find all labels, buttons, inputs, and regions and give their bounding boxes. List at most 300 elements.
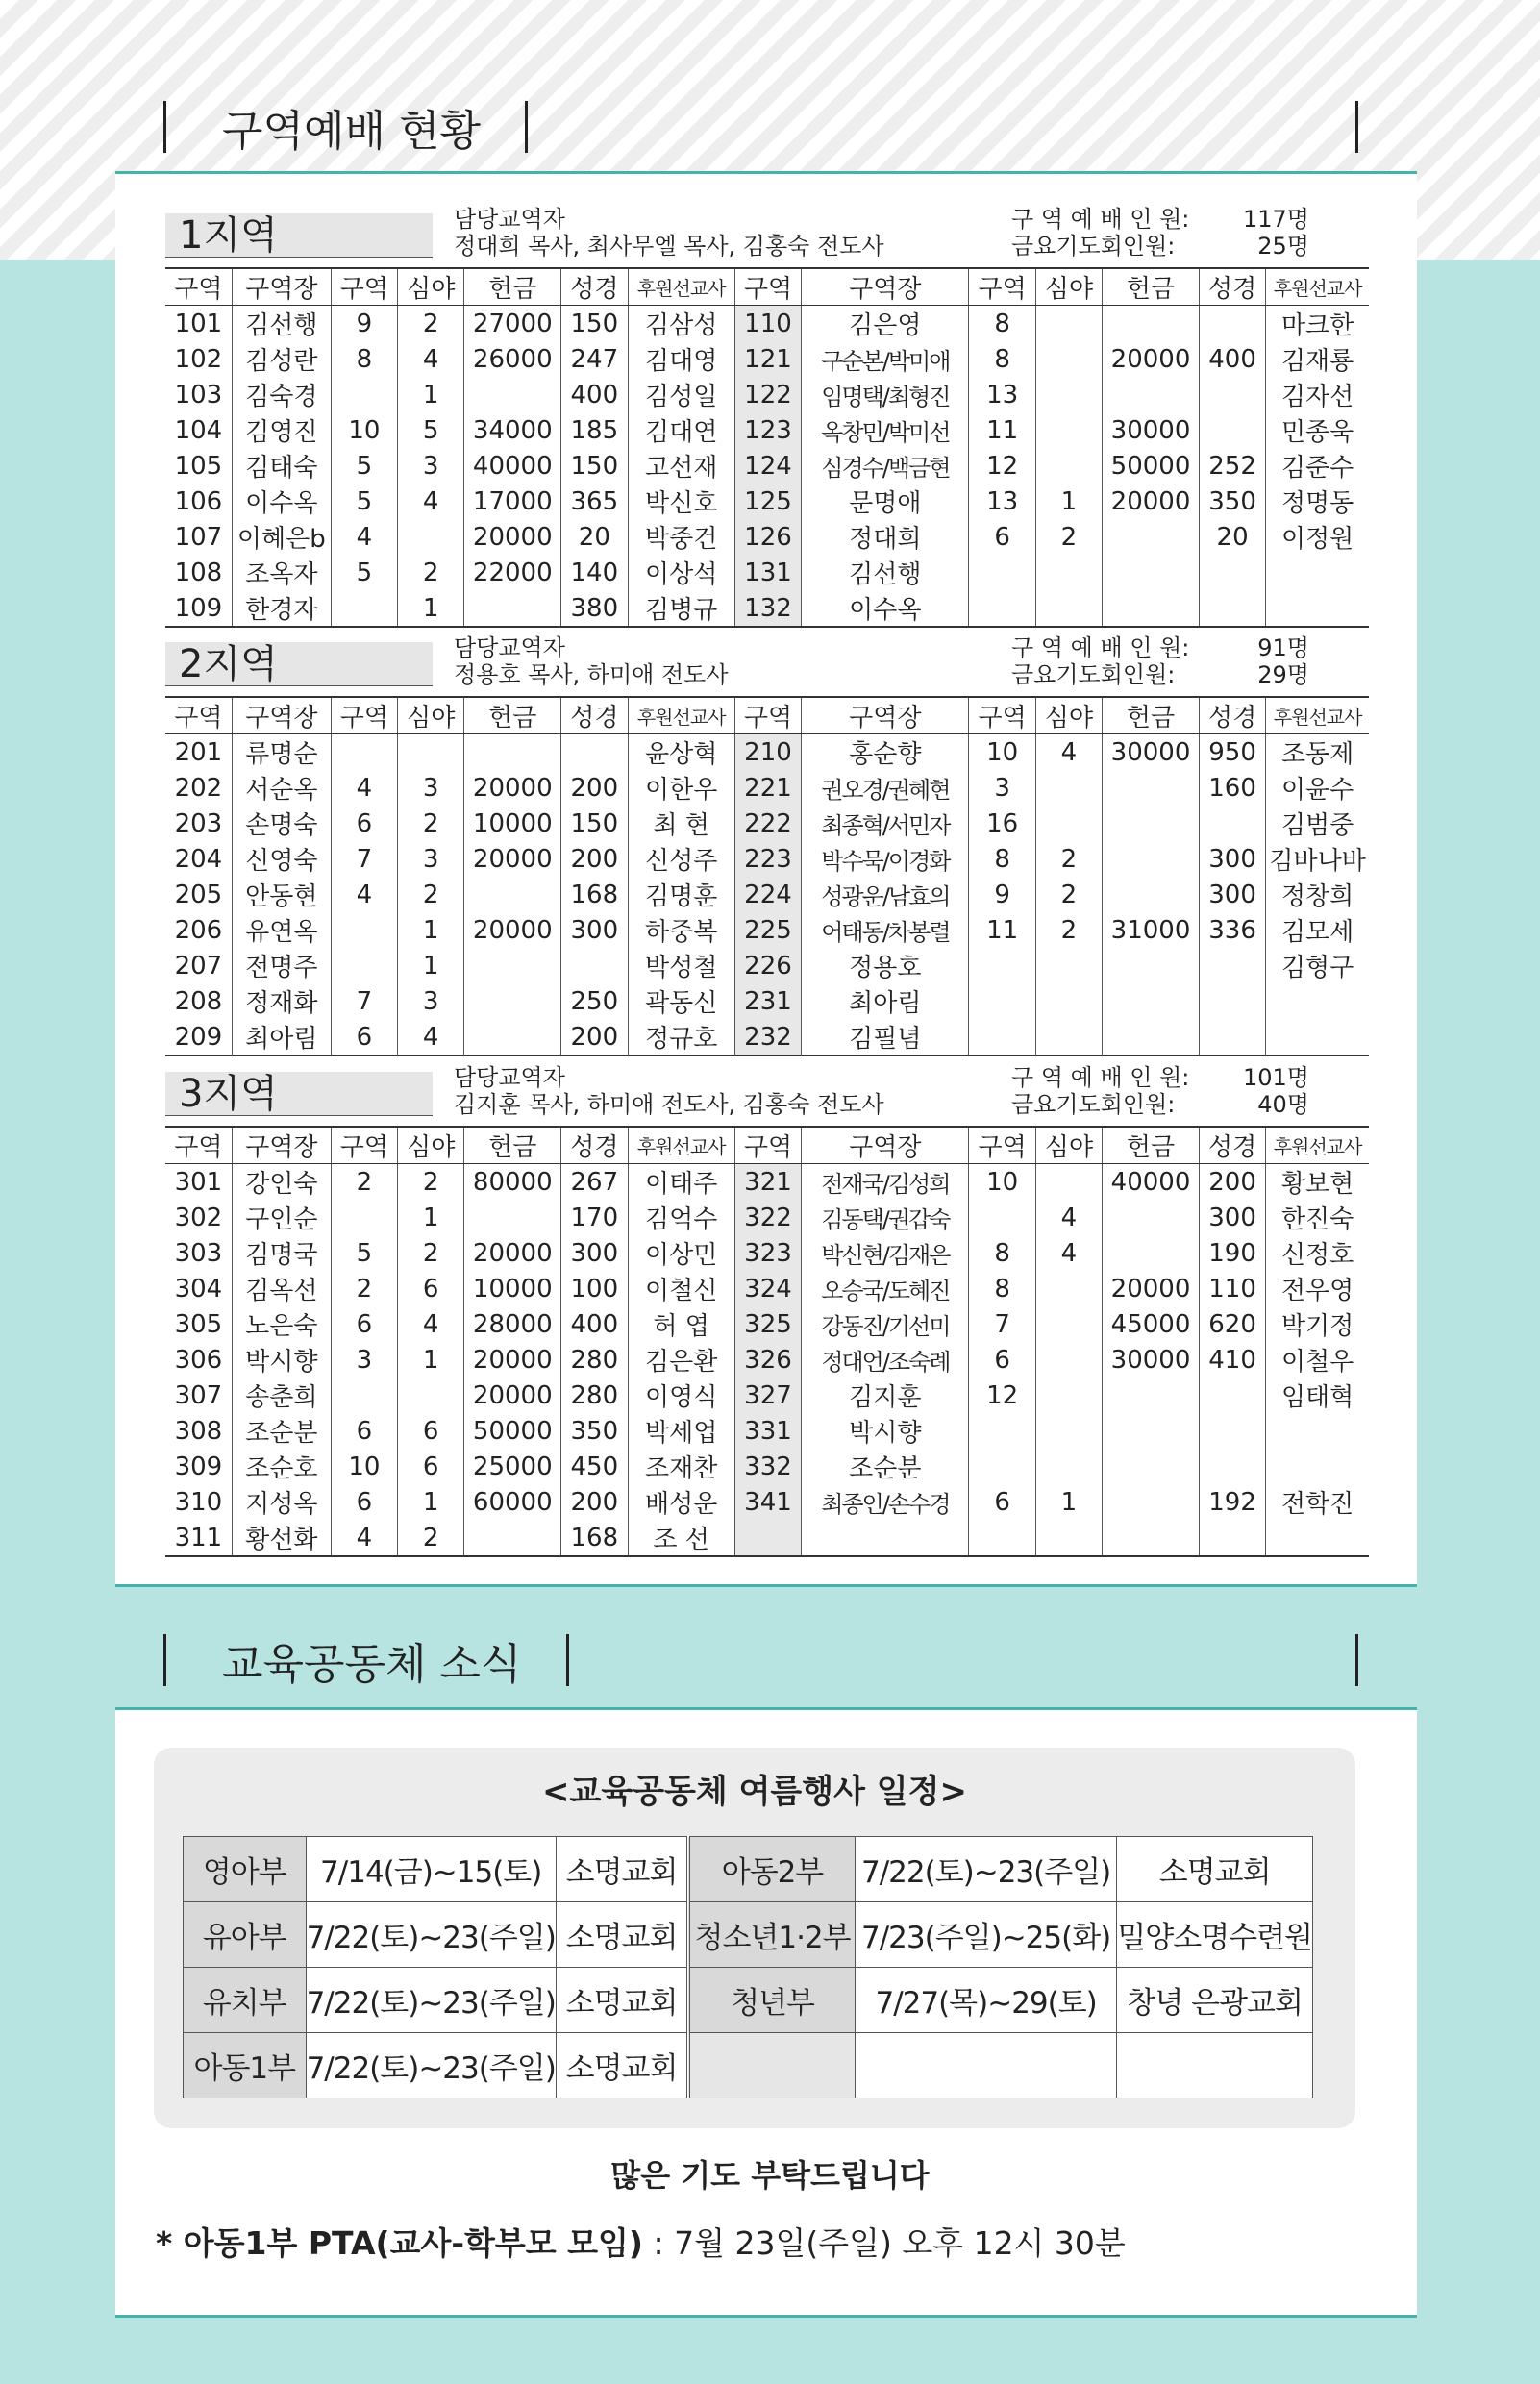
event-date: 7/22(토)~23(주일)	[306, 1968, 556, 2033]
table-cell: 8	[969, 1271, 1035, 1306]
table-cell: 168	[561, 1520, 628, 1556]
table-row	[165, 412, 1369, 448]
table-cell: 125	[734, 484, 801, 519]
table-cell	[1035, 377, 1102, 412]
table-cell: 3	[398, 983, 464, 1019]
table-cell: 210	[734, 734, 801, 771]
table-cell: 민종욱	[1266, 412, 1369, 448]
table-cell: 1	[398, 377, 464, 412]
table-cell: 김숙경	[232, 377, 331, 412]
column-header: 심야	[398, 1127, 464, 1164]
table-cell: 3	[398, 770, 464, 806]
table-cell: 4	[398, 484, 464, 519]
region-pastors: 담당교역자 김지훈 목사, 하미애 전도사, 김홍숙 전도사	[454, 1064, 884, 1118]
table-cell: 410	[1199, 1342, 1265, 1378]
table-cell	[1199, 1520, 1265, 1556]
table-header-row	[165, 1127, 1369, 1164]
event-venue: 소명교회	[1117, 1837, 1313, 1902]
section-title: 교육공동체 소식	[222, 1640, 522, 1689]
table-cell	[1266, 983, 1369, 1019]
table-cell	[1199, 555, 1265, 590]
column-header: 구역	[165, 1127, 232, 1164]
region-attendance: 구 역 예 배 인 원: 101명 금요기도회인원: 40명	[1011, 1064, 1309, 1118]
table-cell: 최 현	[628, 806, 734, 841]
table-cell: 한경자	[232, 590, 331, 627]
table-cell: 6	[331, 1306, 397, 1342]
table-cell: 4	[398, 1306, 464, 1342]
table-cell: 2	[398, 306, 464, 342]
table-cell	[1035, 770, 1102, 806]
table-cell: 이상석	[628, 555, 734, 590]
table-cell: 3	[331, 1342, 397, 1378]
table-row	[165, 1449, 1369, 1484]
table-row	[165, 983, 1369, 1019]
table-cell: 12	[969, 1378, 1035, 1413]
table-cell: 11	[969, 412, 1035, 448]
table-cell	[1199, 983, 1265, 1019]
table-cell: 332	[734, 1449, 801, 1484]
table-cell: 160	[1199, 770, 1265, 806]
table-cell: 김병규	[628, 590, 734, 627]
table-cell: 322	[734, 1200, 801, 1235]
table-cell: 10	[969, 734, 1035, 771]
table-cell: 1	[398, 590, 464, 627]
table-cell: 정재화	[232, 983, 331, 1019]
table-cell	[1199, 590, 1265, 627]
table-cell: 170	[561, 1200, 628, 1235]
table-cell: 1	[1035, 484, 1102, 519]
table-cell: 20000	[464, 1342, 561, 1378]
table-cell: 2	[398, 1520, 464, 1556]
table-cell: 22000	[464, 555, 561, 590]
table-cell	[969, 1413, 1035, 1449]
table-cell: 이철신	[628, 1271, 734, 1306]
table-cell: 50000	[464, 1413, 561, 1449]
table-cell: 김옥선	[232, 1271, 331, 1306]
table-cell	[1266, 590, 1369, 627]
department-label: 유치부	[184, 1968, 307, 2033]
table-cell: 310	[174, 1487, 223, 1517]
table-cell: 326	[734, 1342, 801, 1378]
table-row	[165, 341, 1369, 377]
table-cell: 2	[1035, 912, 1102, 948]
table-cell: 20000	[1103, 484, 1200, 519]
schedule-table	[183, 1836, 1313, 2098]
table-cell: 한진숙	[1266, 1200, 1369, 1235]
column-header: 헌금	[1103, 697, 1200, 734]
table-cell: 221	[734, 770, 801, 806]
table-cell: 이수옥	[802, 590, 969, 627]
table-cell: 305	[174, 1309, 223, 1339]
table-cell: 101	[174, 309, 223, 338]
column-header: 구역	[734, 697, 801, 734]
column-header: 구역	[969, 1127, 1035, 1164]
table-cell	[1035, 1449, 1102, 1484]
table-cell	[331, 948, 397, 983]
table-cell: 206	[174, 915, 223, 945]
table-cell: 최종혁/서민자	[802, 806, 969, 841]
column-header: 성경	[561, 1127, 628, 1164]
table-cell: 김명국	[232, 1235, 331, 1271]
table-cell: 20000	[464, 1378, 561, 1413]
table-cell	[1266, 1019, 1369, 1055]
table-cell: 전우영	[1266, 1271, 1369, 1306]
table-cell: 박신호	[628, 484, 734, 519]
table-cell: 신정호	[1266, 1235, 1369, 1271]
column-header: 구역	[734, 268, 801, 306]
table-row	[165, 1235, 1369, 1271]
table-cell: 정창희	[1266, 877, 1369, 912]
column-header: 헌금	[1103, 1127, 1200, 1164]
table-cell: 정대희	[802, 519, 969, 555]
table-cell	[464, 590, 561, 627]
event-date: 7/22(토)~23(주일)	[306, 1902, 556, 1968]
table-row	[165, 912, 1369, 948]
table-cell: 306	[174, 1345, 223, 1375]
table-cell: 6	[331, 1019, 397, 1055]
table-cell	[1103, 1019, 1200, 1055]
table-cell: 311	[174, 1523, 223, 1552]
table-cell: 박시향	[232, 1342, 331, 1378]
column-header: 구역	[331, 1127, 397, 1164]
table-cell: 222	[734, 806, 801, 841]
table-cell: 문명애	[802, 484, 969, 519]
table-row	[165, 1484, 1369, 1520]
table-cell: 지성옥	[232, 1484, 331, 1520]
table-cell	[1199, 1378, 1265, 1413]
column-header: 구역장	[802, 268, 969, 306]
table-cell: 김영진	[232, 412, 331, 448]
table-cell: 350	[561, 1413, 628, 1449]
table-cell: 327	[734, 1378, 801, 1413]
region-attendance: 구 역 예 배 인 원: 117명 금요기도회인원: 25명	[1011, 206, 1309, 260]
table-cell	[1103, 590, 1200, 627]
table-cell	[1199, 1019, 1265, 1055]
table-cell: 126	[734, 519, 801, 555]
table-cell: 5	[331, 484, 397, 519]
table-cell	[969, 983, 1035, 1019]
table-cell: 강동진/기선미	[802, 1306, 969, 1342]
table-cell: 김대연	[628, 412, 734, 448]
column-header: 구역장	[802, 1127, 969, 1164]
table-cell: 구순본/박미애	[802, 341, 969, 377]
table-cell	[464, 983, 561, 1019]
table-cell: 마크한	[1266, 306, 1369, 342]
table-cell	[1103, 806, 1200, 841]
table-cell: 307	[174, 1380, 223, 1410]
table-cell: 20000	[464, 841, 561, 877]
table-row	[165, 948, 1369, 983]
table-row	[165, 1200, 1369, 1235]
table-cell: 380	[561, 590, 628, 627]
table-cell: 50000	[1103, 448, 1200, 484]
table-cell: 10000	[464, 806, 561, 841]
table-cell: 전재국/김성희	[802, 1164, 969, 1201]
region-table	[165, 696, 1369, 1056]
column-header: 구역	[331, 697, 397, 734]
table-cell: 20000	[464, 1235, 561, 1271]
table-cell	[1035, 590, 1102, 627]
table-cell	[1199, 306, 1265, 342]
table-cell: 박시향	[802, 1413, 969, 1449]
table-cell	[331, 1200, 397, 1235]
zone-worship-panel	[115, 171, 1417, 1587]
table-cell: 321	[734, 1164, 801, 1201]
table-cell: 252	[1199, 448, 1265, 484]
column-header: 심야	[1035, 268, 1102, 306]
table-cell: 400	[1199, 341, 1265, 377]
table-cell: 190	[1199, 1235, 1265, 1271]
table-cell: 950	[1199, 734, 1265, 771]
table-cell: 권오경/권혜현	[802, 770, 969, 806]
table-cell: 6	[398, 1413, 464, 1449]
table-cell: 이철우	[1266, 1342, 1369, 1378]
table-cell	[1035, 412, 1102, 448]
table-row	[165, 484, 1369, 519]
column-header: 심야	[1035, 1127, 1102, 1164]
table-cell: 102	[174, 344, 223, 374]
table-cell	[464, 877, 561, 912]
table-cell	[1035, 1306, 1102, 1342]
table-cell: 226	[734, 948, 801, 983]
table-cell: 150	[561, 806, 628, 841]
event-venue: 소명교회	[556, 1968, 688, 2033]
table-cell: 이한우	[628, 770, 734, 806]
table-cell	[1035, 948, 1102, 983]
table-cell: 김필념	[802, 1019, 969, 1055]
table-cell	[1035, 1019, 1102, 1055]
table-cell: 4	[1035, 1200, 1102, 1235]
table-cell	[1035, 1342, 1102, 1378]
table-cell: 225	[734, 912, 801, 948]
column-header: 성경	[1199, 697, 1265, 734]
column-header: 후원선교사	[1266, 268, 1369, 306]
table-cell: 김지훈	[802, 1378, 969, 1413]
table-cell: 성광운/남효의	[802, 877, 969, 912]
table-cell	[1035, 1164, 1102, 1201]
column-header: 후원선교사	[628, 697, 734, 734]
table-cell: 168	[561, 877, 628, 912]
event-venue: 소명교회	[556, 1837, 688, 1902]
table-cell	[969, 1449, 1035, 1484]
table-cell: 신성주	[628, 841, 734, 877]
table-cell: 400	[561, 377, 628, 412]
table-cell: 정대언/조숙례	[802, 1342, 969, 1378]
table-cell: 6	[331, 806, 397, 841]
event-venue: 밀양소명수련원	[1117, 1902, 1313, 1968]
table-cell: 2	[1035, 841, 1102, 877]
department-label: 유아부	[184, 1902, 307, 1968]
table-row	[165, 734, 1369, 771]
table-cell	[464, 948, 561, 983]
table-cell: 106	[174, 486, 223, 516]
table-cell: 123	[734, 412, 801, 448]
table-cell: 2	[1035, 519, 1102, 555]
table-cell	[1199, 948, 1265, 983]
column-header: 헌금	[464, 697, 561, 734]
table-cell: 4	[331, 1520, 397, 1556]
column-header: 구역	[969, 268, 1035, 306]
table-cell: 이태주	[628, 1164, 734, 1201]
table-cell: 100	[561, 1271, 628, 1306]
column-header: 성경	[1199, 268, 1265, 306]
table-cell: 109	[174, 593, 223, 623]
table-cell: 신영숙	[232, 841, 331, 877]
table-cell: 전명주	[232, 948, 331, 983]
table-cell: 박중건	[628, 519, 734, 555]
table-cell: 7	[331, 983, 397, 1019]
table-cell	[1035, 806, 1102, 841]
table-cell: 1	[398, 912, 464, 948]
table-cell: 302	[174, 1203, 223, 1232]
table-cell	[1199, 1413, 1265, 1449]
table-cell: 옥창민/박미선	[802, 412, 969, 448]
section-title: 구역예배 현황	[222, 107, 482, 156]
table-cell: 203	[174, 808, 223, 838]
schedule-row	[184, 1837, 1313, 1902]
table-cell: 정용호	[802, 948, 969, 983]
region-title: 2지역	[165, 642, 433, 686]
column-header: 구역장	[232, 268, 331, 306]
event-venue	[1117, 2033, 1313, 2098]
table-cell: 224	[734, 877, 801, 912]
summer-schedule-box	[154, 1748, 1355, 2128]
table-cell	[464, 1520, 561, 1556]
event-date: 7/14(금)~15(토)	[306, 1837, 556, 1902]
table-cell	[1266, 1520, 1369, 1556]
table-row	[165, 770, 1369, 806]
table-row	[165, 1164, 1369, 1201]
region-title: 3지역	[165, 1072, 433, 1116]
table-cell: 송춘희	[232, 1378, 331, 1413]
table-cell: 7	[331, 841, 397, 877]
table-cell: 200	[1199, 1164, 1265, 1201]
table-cell: 강인숙	[232, 1164, 331, 1201]
table-cell	[1199, 1449, 1265, 1484]
table-cell: 267	[561, 1164, 628, 1201]
table-cell: 유연옥	[232, 912, 331, 948]
table-cell: 20000	[1103, 341, 1200, 377]
table-cell: 1	[398, 1484, 464, 1520]
table-cell: 13	[969, 377, 1035, 412]
table-cell: 박수묵/이경화	[802, 841, 969, 877]
table-cell: 40000	[464, 448, 561, 484]
table-cell: 400	[561, 1306, 628, 1342]
department-label: 청소년1·2부	[688, 1902, 855, 1968]
table-cell: 8	[969, 341, 1035, 377]
table-cell: 150	[561, 306, 628, 342]
table-cell: 207	[174, 951, 223, 981]
table-cell	[1103, 1520, 1200, 1556]
table-cell: 30000	[1103, 412, 1200, 448]
table-cell	[1103, 1200, 1200, 1235]
table-cell: 김삼성	[628, 306, 734, 342]
table-cell	[561, 734, 628, 771]
table-cell: 이수옥	[232, 484, 331, 519]
table-header-row	[165, 268, 1369, 306]
table-cell: 5	[398, 412, 464, 448]
table-cell	[969, 1520, 1035, 1556]
table-cell: 2	[398, 806, 464, 841]
table-cell	[1103, 377, 1200, 412]
table-cell: 김선행	[232, 306, 331, 342]
table-cell: 8	[969, 306, 1035, 342]
table-cell: 202	[174, 773, 223, 803]
column-header: 심야	[398, 268, 464, 306]
column-header: 후원선교사	[1266, 697, 1369, 734]
table-cell: 204	[174, 844, 223, 874]
table-cell: 110	[1199, 1271, 1265, 1306]
table-cell: 300	[561, 1235, 628, 1271]
schedule-row	[184, 1968, 1313, 2033]
table-cell: 308	[174, 1416, 223, 1446]
table-cell: 350	[1199, 484, 1265, 519]
table-cell: 323	[734, 1235, 801, 1271]
table-cell	[1035, 1520, 1102, 1556]
table-cell	[1035, 1271, 1102, 1306]
table-cell: 김형구	[1266, 948, 1369, 983]
table-cell: 26000	[464, 341, 561, 377]
schedule-title: <교육공동체 여름행사 일정>	[542, 1773, 967, 1811]
department-label: 영아부	[184, 1837, 307, 1902]
table-row	[165, 1413, 1369, 1449]
table-cell: 최아림	[802, 983, 969, 1019]
column-header: 후원선교사	[628, 1127, 734, 1164]
table-cell: 40000	[1103, 1164, 1200, 1201]
table-cell: 구인순	[232, 1200, 331, 1235]
table-cell: 1	[1035, 1484, 1102, 1520]
table-cell: 1	[398, 1342, 464, 1378]
table-cell: 조재찬	[628, 1449, 734, 1484]
column-header: 헌금	[464, 268, 561, 306]
table-row	[165, 555, 1369, 590]
table-cell: 홍순향	[802, 734, 969, 771]
column-header: 성경	[1199, 1127, 1265, 1164]
region-pastors: 담당교역자 정대희 목사, 최사무엘 목사, 김홍숙 전도사	[454, 206, 884, 260]
department-label: 청년부	[688, 1968, 855, 2033]
table-cell: 304	[174, 1274, 223, 1304]
table-cell: 이정원	[1266, 519, 1369, 555]
table-cell	[331, 590, 397, 627]
table-cell: 223	[734, 841, 801, 877]
table-cell: 임태혁	[1266, 1378, 1369, 1413]
table-cell	[464, 377, 561, 412]
table-row	[165, 1019, 1369, 1055]
table-cell: 280	[561, 1342, 628, 1378]
table-cell: 30000	[1103, 1342, 1200, 1378]
table-cell: 이혜은b	[232, 519, 331, 555]
table-cell: 전학진	[1266, 1484, 1369, 1520]
table-cell: 12	[969, 448, 1035, 484]
table-cell: 9	[331, 306, 397, 342]
table-cell: 7	[969, 1306, 1035, 1342]
table-cell	[1103, 983, 1200, 1019]
table-cell: 200	[561, 1019, 628, 1055]
event-venue: 창녕 은광교회	[1117, 1968, 1313, 2033]
table-cell	[1103, 1484, 1200, 1520]
table-cell: 2	[331, 1164, 397, 1201]
table-cell: 김은영	[802, 306, 969, 342]
column-header: 심야	[398, 697, 464, 734]
table-cell: 류명순	[232, 734, 331, 771]
table-cell: 10	[331, 412, 397, 448]
table-cell: 10	[331, 1449, 397, 1484]
table-cell: 8	[969, 841, 1035, 877]
column-header: 구역	[969, 697, 1035, 734]
table-cell: 4	[331, 770, 397, 806]
table-cell: 어태동/차봉렬	[802, 912, 969, 948]
table-cell: 5	[331, 555, 397, 590]
